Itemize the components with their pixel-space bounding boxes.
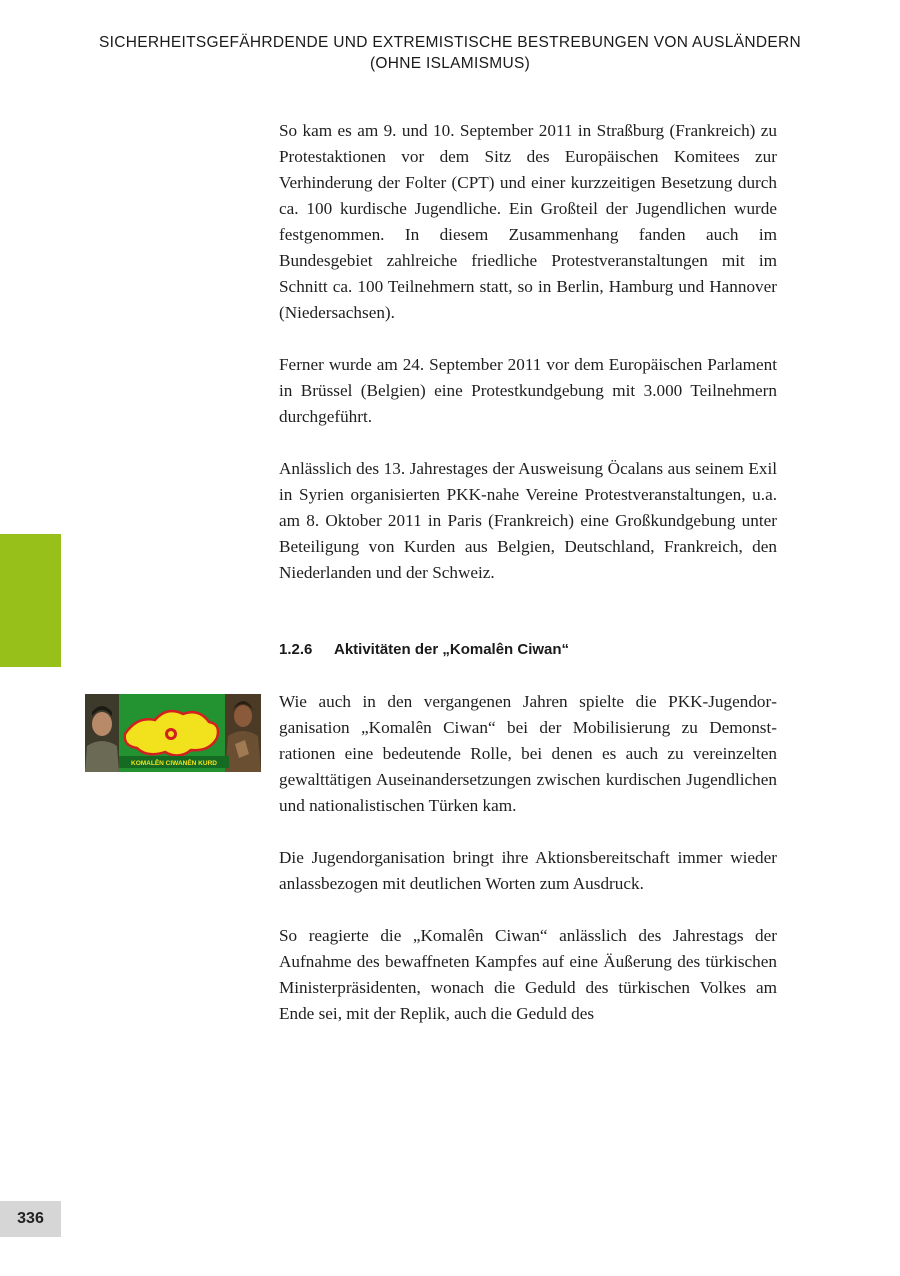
chapter-side-tab bbox=[0, 534, 61, 667]
paragraph-paris: Anlässlich des 13. Jahrestages der Ausweisung Öcalans aus seinem Exil in Syrien organisierten PKK-nahe Vereine Protestveranstaltungen, u.a. am 8. Oktober 2011 in Paris (Frankreich) eine Großkundgebung unter Beteiligung von Kurden aus Belgien, Deutschland, Frankreich, den Niederlanden und der Schweiz. bbox=[279, 459, 777, 582]
paragraph-komalen-role: Wie auch in den vergangenen Jahren spielte die PKK-Jugendorganisation „Komalên Ciwan“ bei der Mobilisierung zu Demonstrationen eine bedeutende Rolle, bei denen es auch zu vereinzelten gewalttätigen Auseinandersetzungen zwischen kurdischen Jugendlichen und nationalistischen Türken kam. bbox=[279, 692, 777, 815]
right-person-photo bbox=[225, 694, 261, 772]
section-number: 1.2.6 bbox=[279, 641, 313, 658]
page-number: 336 bbox=[17, 1210, 44, 1227]
left-person-photo bbox=[85, 694, 119, 772]
running-header-line-2: (OHNE ISLAMISMUS) bbox=[369, 55, 531, 72]
running-header-line-1: SICHERHEITSGEFÄHRDENDE UND EXTREMISTISCHE BESTREBUNGEN VON AUSLÄNDERN bbox=[99, 34, 801, 51]
paragraph-aktionsbereitschaft: Die Jugendorganisation bringt ihre Aktionsbereitschaft immer wieder anlassbezogen mit deutlichen Worten zum Ausdruck. bbox=[279, 848, 777, 893]
paragraph-replik: So reagierte die „Komalên Ciwan“ anlässlich des Jahrestags der Aufnahme des bewaffneten Kampfes auf eine Äußerung des türkischen Ministerpräsidenten, wonach die Geduld des türkischen Volkes am Ende sei, mit der Replik, auch die Geduld des bbox=[279, 926, 777, 1023]
running-header bbox=[0, 32, 900, 74]
section-title: Aktivitäten der „Komalên Ciwan“ bbox=[334, 641, 570, 658]
logo-banner-text: KOMALÊN CIWANÊN KURD bbox=[131, 760, 217, 767]
paragraph-strassburg: So kam es am 9. und 10. September 2011 in Straßburg (Frankreich) zu Protestaktionen vor dem Sitz des Europäischen Komitees zur Verhinderung der Folter (CPT) und einer kurzzeitigen Besetzung durch ca. 100 kurdische Jugendliche. Ein Großteil der Jugendlichen wurde festgenommen. In diesem Zusammenhang fanden auch im Bundesgebiet zahlreiche friedliche Protestveranstaltungen mit im Schnitt ca. 100 Teilnehmern statt, so in Berlin, Hamburg und Hannover (Niedersachsen). bbox=[279, 121, 777, 322]
paragraph-bruessel: Ferner wurde am 24. September 2011 vor dem Europäischen Parlament in Brüssel (Belgien) eine Protestkundgebung mit 3.000 Teilnehmern durchgeführt. bbox=[279, 355, 777, 426]
page-number-box bbox=[0, 1201, 61, 1237]
section-heading bbox=[279, 639, 569, 661]
komalen-ciwan-logo-image bbox=[85, 694, 261, 772]
